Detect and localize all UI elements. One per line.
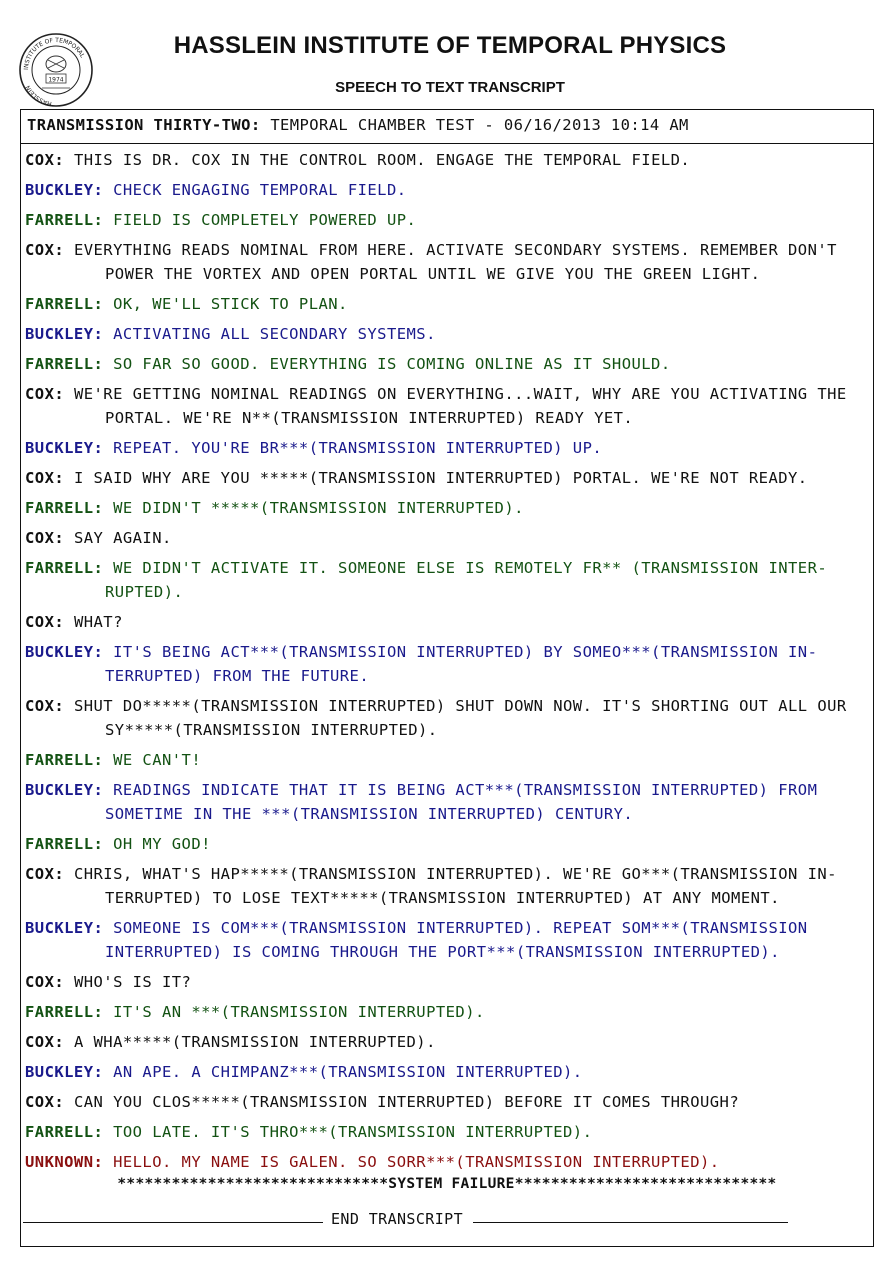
transcript-line-farrell bbox=[21, 556, 873, 604]
transcript-lines bbox=[21, 148, 873, 1180]
speaker-label: FARRELL: bbox=[25, 559, 104, 577]
utterance-text: EVERYTHING READS NOMINAL FROM HERE. ACTIVATE SECONDARY SYSTEMS. REMEMBER DON'T POWER THE VORTEX AND OPEN PORTAL UNTIL WE GIVE YOU THE GREEN LIGHT. bbox=[73, 241, 837, 283]
transcript-line-farrell bbox=[21, 1120, 873, 1144]
transcript-line-farrell bbox=[21, 832, 873, 856]
utterance-text: HELLO. MY NAME IS GALEN. SO SORR***(TRANSMISSION INTERRUPTED). bbox=[113, 1153, 720, 1171]
end-transcript-label: END TRANSCRIPT bbox=[330, 1210, 464, 1228]
utterance-text: WHO'S IS IT? bbox=[73, 973, 192, 991]
utterance-text: OH MY GOD! bbox=[113, 835, 211, 853]
transcript-line-cox bbox=[21, 382, 873, 430]
utterance-text: IT'S AN ***(TRANSMISSION INTERRUPTED). bbox=[113, 1003, 485, 1021]
speaker-label: COX: bbox=[25, 865, 65, 883]
speaker-label: COX: bbox=[25, 241, 65, 259]
utterance-text: OK, WE'LL STICK TO PLAN. bbox=[113, 295, 348, 313]
transcript-line-cox bbox=[21, 1090, 873, 1114]
speaker-label: FARRELL: bbox=[25, 1003, 104, 1021]
transcript-frame bbox=[20, 109, 874, 1247]
utterance-text: CHRIS, WHAT'S HAP*****(TRANSMISSION INTERRUPTED). WE'RE GO***(TRANSMISSION IN-TERRUPTED) TO LOSE TEXT*****(TRANSMISSION INTERRUPTED) AT ANY MOMENT. bbox=[73, 865, 837, 907]
utterance-text: WE DIDN'T *****(TRANSMISSION INTERRUPTED). bbox=[113, 499, 524, 517]
transcript-line-cox bbox=[21, 862, 873, 910]
transcript-line-cox bbox=[21, 694, 873, 742]
utterance-text: AN APE. A CHIMPANZ***(TRANSMISSION INTERRUPTED). bbox=[113, 1063, 583, 1081]
transcript-line-cox bbox=[21, 238, 873, 286]
speaker-label: COX: bbox=[25, 469, 65, 487]
transcript-line-farrell bbox=[21, 352, 873, 376]
transcript-line-cox bbox=[21, 1030, 873, 1054]
speaker-label: COX: bbox=[25, 529, 65, 547]
transcript-line-buckley bbox=[21, 916, 873, 964]
speaker-label: BUCKLEY: bbox=[25, 181, 104, 199]
speaker-label: FARRELL: bbox=[25, 751, 104, 769]
utterance-text: FIELD IS COMPLETELY POWERED UP. bbox=[113, 211, 417, 229]
utterance-text: TOO LATE. IT'S THRO***(TRANSMISSION INTERRUPTED). bbox=[113, 1123, 593, 1141]
utterance-text: I SAID WHY ARE YOU *****(TRANSMISSION INTERRUPTED) PORTAL. WE'RE NOT READY. bbox=[73, 469, 808, 487]
transcript-line-cox bbox=[21, 970, 873, 994]
speaker-label: FARRELL: bbox=[25, 835, 104, 853]
institute-seal-logo bbox=[18, 32, 94, 108]
transcript-line-unknown bbox=[21, 1150, 873, 1174]
speaker-label: BUCKLEY: bbox=[25, 1063, 104, 1081]
utterance-text: CAN YOU CLOS*****(TRANSMISSION INTERRUPTED) BEFORE IT COMES THROUGH? bbox=[73, 1093, 740, 1111]
utterance-text: SO FAR SO GOOD. EVERYTHING IS COMING ONLINE AS IT SHOULD. bbox=[113, 355, 671, 373]
transmission-detail: TEMPORAL CHAMBER TEST - 06/16/2013 10:14 AM bbox=[270, 116, 689, 134]
end-transcript-row bbox=[21, 1208, 873, 1232]
transcript-line-cox bbox=[21, 148, 873, 172]
speaker-label: BUCKLEY: bbox=[25, 643, 104, 661]
utterance-text: THIS IS DR. COX IN THE CONTROL ROOM. ENGAGE THE TEMPORAL FIELD. bbox=[73, 151, 691, 169]
seal-left-text: HASSLEIN bbox=[24, 84, 53, 107]
transcript-line-buckley bbox=[21, 1060, 873, 1084]
end-rule-right bbox=[473, 1222, 788, 1223]
speaker-label: COX: bbox=[25, 385, 65, 403]
speaker-label: COX: bbox=[25, 1033, 65, 1051]
speaker-label: BUCKLEY: bbox=[25, 781, 104, 799]
speaker-label: FARRELL: bbox=[25, 355, 104, 373]
transcript-line-cox bbox=[21, 526, 873, 550]
transcript-line-farrell bbox=[21, 292, 873, 316]
utterance-text: SOMEONE IS COM***(TRANSMISSION INTERRUPTED). REPEAT SOM***(TRANSMISSION INTERRUPTED) IS COMING THROUGH THE PORT***(TRANSMISSION INTERRUPTED). bbox=[105, 919, 808, 961]
speaker-label: COX: bbox=[25, 613, 65, 631]
speaker-label: BUCKLEY: bbox=[25, 439, 104, 457]
transcript-line-farrell bbox=[21, 748, 873, 772]
transcript-line-buckley bbox=[21, 778, 873, 826]
transcript-line-cox bbox=[21, 466, 873, 490]
seal-top-text: INSTITUTE OF TEMPORAL bbox=[22, 36, 86, 71]
utterance-text: WE CAN'T! bbox=[113, 751, 202, 769]
utterance-text: WE'RE GETTING NOMINAL READINGS ON EVERYTHING...WAIT, WHY ARE YOU ACTIVATING THE PORTAL. WE'RE N**(TRANSMISSION INTERRUPTED) READY YET. bbox=[73, 385, 847, 427]
utterance-text: REPEAT. YOU'RE BR***(TRANSMISSION INTERRUPTED) UP. bbox=[113, 439, 603, 457]
transcript-line-buckley bbox=[21, 640, 873, 688]
transcript-line-farrell bbox=[21, 496, 873, 520]
transcript-line-buckley bbox=[21, 436, 873, 460]
transmission-label: TRANSMISSION THIRTY-TWO: bbox=[27, 116, 261, 134]
utterance-text: SAY AGAIN. bbox=[73, 529, 172, 547]
speaker-label: FARRELL: bbox=[25, 499, 104, 517]
utterance-text: WE DIDN'T ACTIVATE IT. SOMEONE ELSE IS REMOTELY FR** (TRANSMISSION INTER-RUPTED). bbox=[105, 559, 828, 601]
system-failure-line: ******************************SYSTEM FAILURE***************************** bbox=[117, 1176, 777, 1192]
seal-year: 1974 bbox=[48, 76, 64, 84]
speaker-label: BUCKLEY: bbox=[25, 919, 104, 937]
utterance-text: A WHA*****(TRANSMISSION INTERRUPTED). bbox=[73, 1033, 436, 1051]
page-subtitle: SPEECH TO TEXT TRANSCRIPT bbox=[335, 79, 565, 96]
speaker-label: COX: bbox=[25, 151, 65, 169]
utterance-text: WHAT? bbox=[73, 613, 123, 631]
page-title: HASSLEIN INSTITUTE OF TEMPORAL PHYSICS bbox=[173, 32, 727, 59]
speaker-label: FARRELL: bbox=[25, 211, 104, 229]
speaker-label: FARRELL: bbox=[25, 1123, 104, 1141]
speaker-label: COX: bbox=[25, 973, 65, 991]
utterance-text: ACTIVATING ALL SECONDARY SYSTEMS. bbox=[113, 325, 436, 343]
transmission-heading bbox=[21, 110, 873, 144]
end-rule-left bbox=[23, 1222, 323, 1223]
transcript-line-farrell bbox=[21, 208, 873, 232]
utterance-text: IT'S BEING ACT***(TRANSMISSION INTERRUPTED) BY SOMEO***(TRANSMISSION IN-TERRUPTED) FROM THE FUTURE. bbox=[105, 643, 818, 685]
utterance-text: SHUT DO*****(TRANSMISSION INTERRUPTED) SHUT DOWN NOW. IT'S SHORTING OUT ALL OUR SY*****(TRANSMISSION INTERRUPTED). bbox=[73, 697, 847, 739]
speaker-label: COX: bbox=[25, 1093, 65, 1111]
speaker-label: BUCKLEY: bbox=[25, 325, 104, 343]
speaker-label: UNKNOWN: bbox=[25, 1153, 104, 1171]
utterance-text: CHECK ENGAGING TEMPORAL FIELD. bbox=[113, 181, 407, 199]
speaker-label: COX: bbox=[25, 697, 65, 715]
speaker-label: FARRELL: bbox=[25, 295, 104, 313]
transcript-line-buckley bbox=[21, 178, 873, 202]
transcript-line-farrell bbox=[21, 1000, 873, 1024]
transcript-line-buckley bbox=[21, 322, 873, 346]
utterance-text: READINGS INDICATE THAT IT IS BEING ACT***(TRANSMISSION INTERRUPTED) FROM SOMETIME IN THE ***(TRANSMISSION INTERRUPTED) CENTURY. bbox=[105, 781, 818, 823]
transcript-line-cox bbox=[21, 610, 873, 634]
